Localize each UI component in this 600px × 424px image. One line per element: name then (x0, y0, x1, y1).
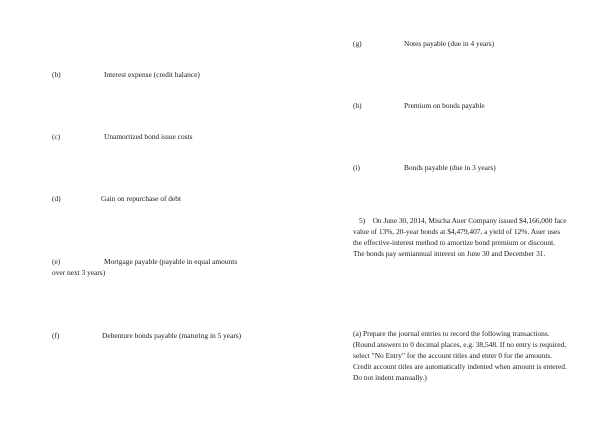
item-text: Mortgage payable (payable in equal amounts (104, 257, 238, 266)
item-letter: (b) (52, 70, 61, 79)
problem-number: 5) (359, 216, 366, 225)
item-e (52, 256, 262, 278)
item-text-continued: over next 3 years) (52, 268, 106, 277)
item-text: Debenture bonds payable (maturing in 5 years) (102, 331, 242, 340)
item-letter: (d) (52, 194, 61, 203)
item-letter: (e) (52, 257, 61, 266)
item-text: Gain on repurchase of debt (101, 194, 182, 203)
item-letter: (f) (52, 331, 60, 340)
item-letter: (i) (353, 163, 360, 172)
problem-text: On June 30, 2014, Mischa Auer Company issued $4,166,000 face value of 13%, 20-year bonds at $4,479,407, a yield of 12%. Auer uses the effective-interest method to amortize bond premium or discount. The bonds pay semiannual interest on June 30 and December 31. (353, 216, 567, 258)
item-letter: (c) (52, 132, 61, 141)
problem-statement (353, 215, 568, 259)
item-text: Unamortized bond issue costs (104, 132, 193, 141)
item-letter: (g) (353, 39, 362, 48)
item-letter: (h) (353, 101, 362, 110)
item-text: Interest expense (credit balance) (104, 70, 200, 79)
item-text: Bonds payable (due in 3 years) (404, 163, 496, 172)
instructions (353, 328, 568, 383)
item-text: Premium on bonds payable (404, 101, 485, 110)
instructions-text: (a) Prepare the journal entries to record the following transactions. (Round answers to 0 decimal places, e.g. 38,548. If no entry is required, select "No Entry" for the account titles and enter 0 for the amounts. Credit account titles are automatically indented when amount is entered. Do not indent manually.) (353, 329, 567, 382)
item-text: Notes payable (due in 4 years) (404, 39, 495, 48)
